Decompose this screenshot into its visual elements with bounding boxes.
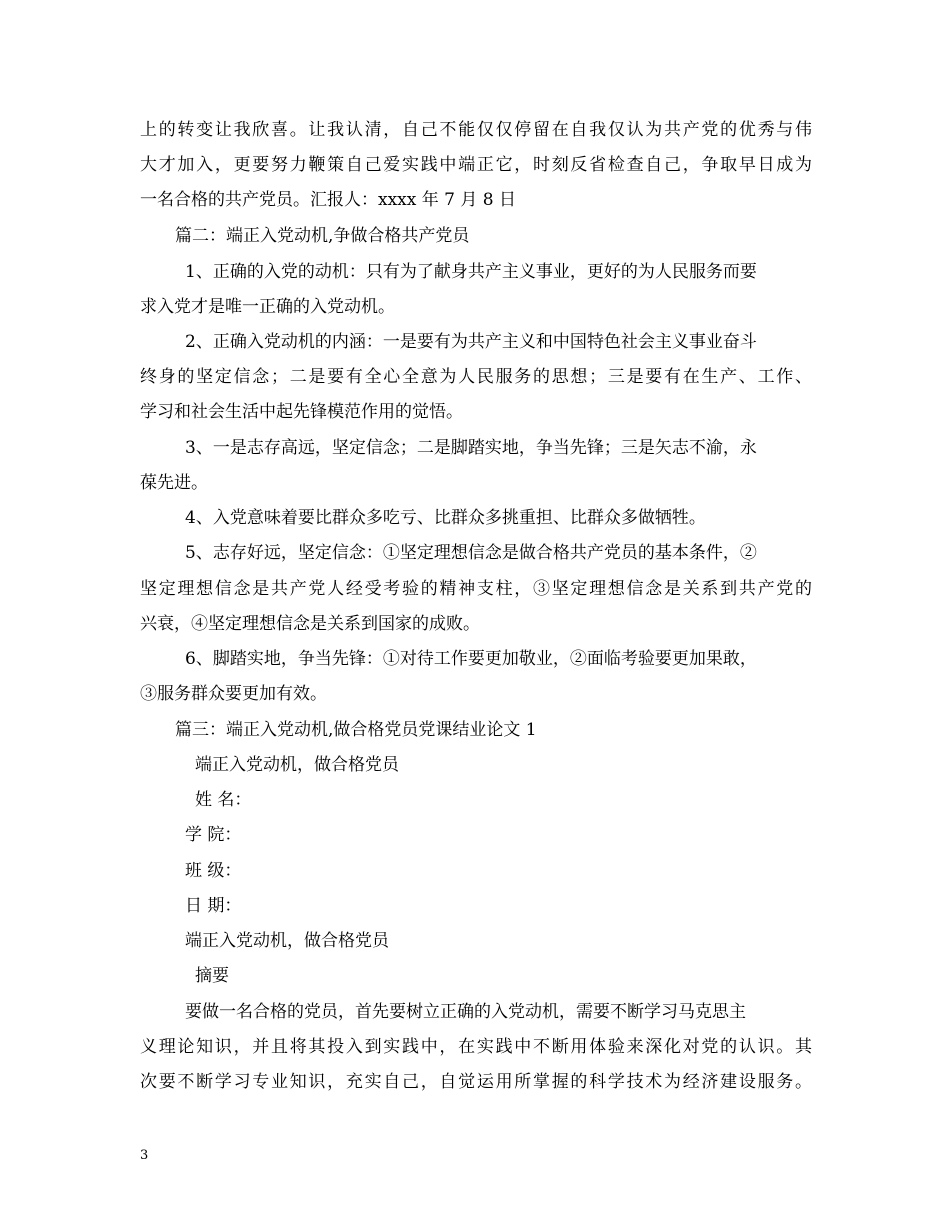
name-field-label: 姓 名： xyxy=(195,790,252,810)
section-heading: 篇三：端正入党动机,做合格党员党课结业论文 1 xyxy=(175,720,537,740)
list-item: 2、正确入党动机的内涵：一是要有为共产主义和中国特色社会主义事业奋斗 xyxy=(185,332,757,352)
page-number: 3 xyxy=(140,1148,149,1163)
essay-title: 端正入党动机，做合格党员 xyxy=(195,755,399,775)
text-line: 终身的坚定信念；二是要有全心全意为人民服务的思想；三是要有在生产、工作、 xyxy=(140,367,812,387)
text-line: 求入党才是唯一正确的入党动机。 xyxy=(140,297,395,317)
list-item: 6、脚踏实地，争当先锋：①对待工作要更加敬业，②面临考验要更加果敢， xyxy=(185,649,757,669)
section-heading: 篇二：端正入党动机,争做合格共产党员 xyxy=(175,226,470,246)
list-item: 5、志存好远，坚定信念：①坚定理想信念是做合格共产党员的基本条件，② xyxy=(185,543,757,563)
text-line: 上的转变让我欣喜。让我认清，自己不能仅仅停留在自我仅认为共产党的优秀与伟 xyxy=(140,120,812,140)
text-line: 要做一名合格的党员，首先要树立正确的入党动机，需要不断学习马克思主 xyxy=(185,1002,746,1022)
list-item: 4、入党意味着要比群众多吃亏、比群众多挑重担、比群众多做牺牲。 xyxy=(185,508,706,528)
abstract-heading: 摘要 xyxy=(195,966,229,986)
text-line: 兴衰，④坚定理想信念是关系到国家的成败。 xyxy=(140,614,480,634)
text-line: 学习和社会生活中起先锋模范作用的觉悟。 xyxy=(140,402,463,422)
college-field-label: 学 院： xyxy=(185,825,242,845)
text-line: 坚定理想信念是共产党人经受考验的精神支柱，③坚定理想信念是关系到共产党的 xyxy=(140,579,812,599)
text-line: 一名合格的共产党员。汇报人：xxxx 年 7 月 8 日 xyxy=(140,190,516,210)
text-line: ③服务群众要更加有效。 xyxy=(140,684,327,704)
text-line: 次要不断学习专业知识，充实自己，自觉运用所掌握的科学技术为经济建设服务。 xyxy=(140,1072,812,1092)
list-item: 3、一是志存高远，坚定信念；二是脚踏实地，争当先锋；三是矢志不渝，永 xyxy=(185,438,757,458)
text-line: 葆先进。 xyxy=(140,473,208,493)
list-item: 1、正确的入党的动机：只有为了献身共产主义事业，更好的为人民服务而要 xyxy=(185,262,757,282)
essay-title: 端正入党动机，做合格党员 xyxy=(185,931,389,951)
text-line: 大才加入，更要努力鞭策自己爱实践中端正它，时刻反省检查自己，争取早日成为 xyxy=(140,155,812,175)
text-line: 义理论知识，并且将其投入到实践中，在实践中不断用体验来深化对党的认识。其 xyxy=(140,1037,812,1057)
date-field-label: 日 期： xyxy=(185,896,242,916)
class-field-label: 班 级： xyxy=(185,861,242,881)
